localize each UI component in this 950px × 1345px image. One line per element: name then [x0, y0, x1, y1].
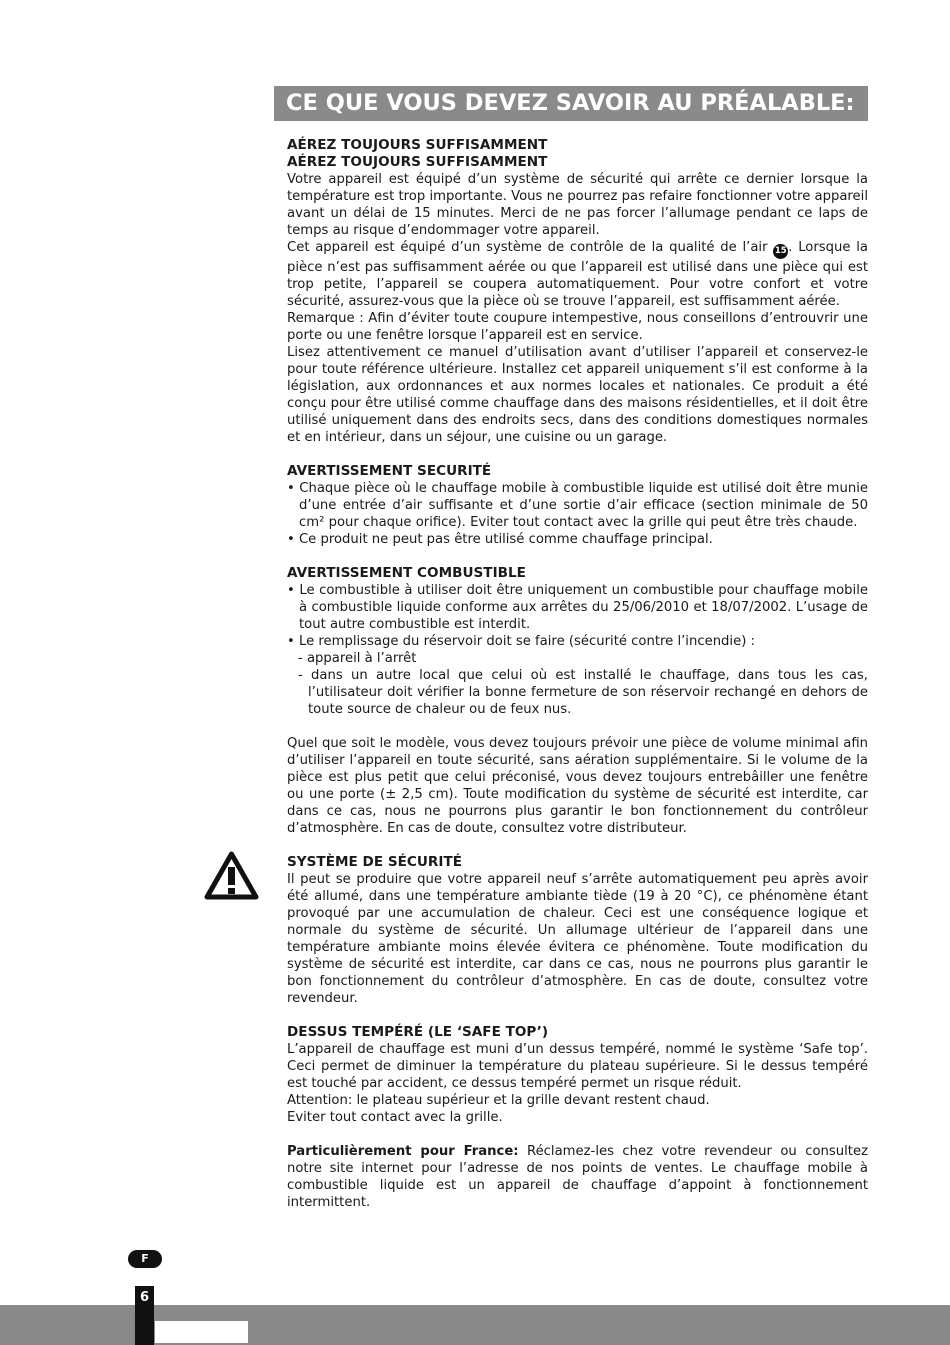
list-item: • Le remplissage du réservoir doit se faire (sécurité contre l’incendie) : — [287, 634, 755, 649]
paragraph-eviter-contact: Eviter tout contact avec la grille. — [287, 1110, 503, 1125]
heading-systeme-securite: SYSTÈME DE SÉCURITÉ — [287, 854, 463, 870]
heading-avertissement-combustible: AVERTISSEMENT COMBUSTIBLE — [287, 565, 526, 581]
heading-dessus-tempere: DESSUS TEMPÉRÉ (LE ‘SAFE TOP’) — [287, 1024, 549, 1040]
paragraph-volume-minimal: Quel que soit le modèle, vous devez toujours prévoir une pièce de volume minimal afin d’utiliser l’appareil en toute sécurité, sans aération supplémentaire. Si le volume de la pièce est plus petit que celui préconisé, vous devez toujours entrebâiller une fenêtre ou une porte (± 2,5 cm). Toute modification du système de sécurité est interdite, car dans ce cas, nous ne pourrons plus garantir le bon fonctionnement du contrôleur d’atmosphère. En cas de doute, consultez votre distributeur. — [287, 736, 868, 836]
sub-list-item: - appareil à l’arrêt — [298, 651, 417, 666]
document-body — [287, 137, 868, 1211]
paragraph-securite-temperature: Votre appareil est équipé d’un système de sécurité qui arrête ce dernier lorsque la température est trop importante. Vous ne pourrez pas refaire fonctionner votre appareil avant un délai de 15 minutes. Merci de ne pas forcer l’allumage pendant ce laps de temps au risque d’endommager votre appareil. — [287, 172, 868, 238]
footer-box — [155, 1321, 248, 1343]
list-item: • Le combustible à utiliser doit être uniquement un combustible pour chauffage mobile à combustible liquide conforme aux arrêtes du 25/06/2010 et 18/07/2002. L’usage de tout autre combustible est interdit. — [287, 583, 868, 632]
heading-aerez-1: AÉREZ TOUJOURS SUFFISAMMENT — [287, 137, 548, 153]
heading-aerez-2: AÉREZ TOUJOURS SUFFISAMMENT — [287, 154, 548, 170]
list-item: • Chaque pièce où le chauffage mobile à combustible liquide est utilisé doit être munie d’une entrée d’air suffisante et d’une sortie d’air efficace (section minimale de 50 cm² pour chaque orifice). Eviter tout contact avec la grille qui peut être très chaude. — [287, 481, 868, 530]
paragraph-controle-air — [287, 239, 868, 310]
list-item: • Ce produit ne peut pas être utilisé comme chauffage principal. — [287, 532, 713, 547]
page-number: 6 — [139, 1290, 150, 1305]
paragraph-remarque: Remarque : Afin d’éviter toute coupure intempestive, nous conseillons d’entrouvrir une porte ou une fenêtre lorsque l’appareil est en service. — [287, 311, 868, 343]
paragraph-france — [287, 1143, 868, 1211]
paragraph-manuel: Lisez attentivement ce manuel d’utilisation avant d’utiliser l’appareil et conservez-le pour toute référence ultérieure. Installez cet appareil uniquement s’il est conforme à la législation, aux ordonnances et aux normes locales et nationales. Ce produit a été conçu pour être utilisé comme chauffage dans des maisons résidentielles, et il doit être utilisé uniquement dans des endroits secs, dans des conditions domestiques normales et en intérieur, dans un séjour, une cuisine ou un garage. — [287, 345, 868, 445]
paragraph-controle-air-start: Cet appareil est équipé d’un système de contrôle de la qualité de l’air — [287, 240, 774, 255]
language-badge: F — [128, 1250, 162, 1268]
heading-avertissement-securite: AVERTISSEMENT SECURITÉ — [287, 463, 492, 479]
france-text: Réclamez-les chez votre revendeur ou consultez notre site internet pour l’adresse de nos points de ventes. Le chauffage mobile à combustible liquide est un appareil de chauffage d’appoint à fonctionnement intermittent. — [287, 1144, 868, 1210]
reference-number-badge: 15 — [773, 244, 788, 259]
warning-triangle-icon — [204, 851, 259, 900]
page-title: CE QUE VOUS DEVEZ SAVOIR AU PRÉALABLE: — [274, 86, 868, 121]
paragraph-controle-air-end: . Lorsque la pièce n’est pas suffisamment aérée ou que l’appareil est utilisé dans une pièce qui est trop petite, l’appareil se coupera automatiquement. Pour votre confort et votre sécurité, assurez-vous que la pièce où se trouve l’appareil, est suffisamment aérée. — [287, 240, 868, 309]
france-label: Particulièrement pour France: — [287, 1144, 519, 1159]
paragraph-attention: Attention: le plateau supérieur et la grille devant restent chaud. — [287, 1093, 710, 1108]
sub-list-item: - dans un autre local que celui où est installé le chauffage, dans tous les cas, l’utilisateur doit vérifier la bonne fermeture de son réservoir rechangé en dehors de toute source de chaleur ou de feux nus. — [298, 668, 868, 717]
paragraph-systeme-securite: Il peut se produire que votre appareil neuf s’arrête automatiquement peu après avoir été allumé, dans une température ambiante tiède (19 à 20 °C), ce phénomène étant provoqué par une accumulation de chaleur. Ceci est une conséquence logique et normale du système de sécurité. Un allumage ultérieur de l’appareil dans une température ambiante moins élevée évitera ce phénomène. Toute modification du système de sécurité est interdite, car dans ce cas, nous ne pourrons plus garantir le bon fonctionnement du contrôleur d’atmosphère. En cas de doute, consultez votre revendeur. — [287, 872, 868, 1006]
paragraph-safe-top: L’appareil de chauffage est muni d’un dessus tempéré, nommé le système ‘Safe top’. Ceci permet de diminuer la température du plateau supérieure. Si le dessus tempéré est touché par accident, ce dessus tempéré permet un risque réduit. — [287, 1042, 868, 1091]
